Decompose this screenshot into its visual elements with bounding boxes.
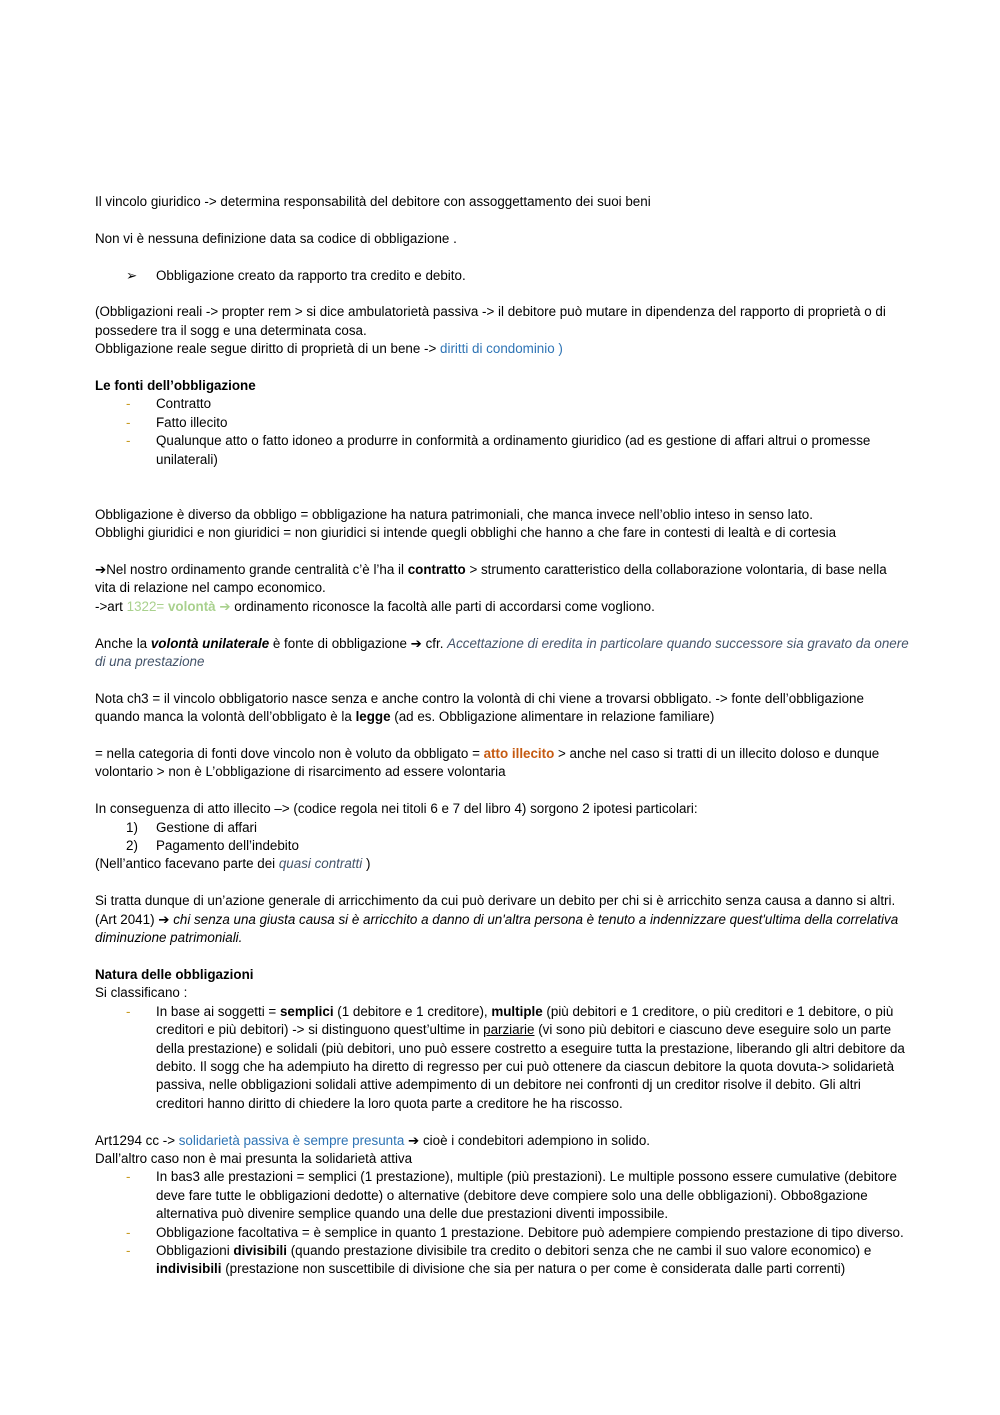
arrow-right-icon: ➔ bbox=[158, 911, 170, 927]
paragraph-definizione: Non vi è nessuna definizione data sa codice di obbligazione . bbox=[95, 230, 457, 246]
list-item-bullet bbox=[95, 267, 910, 285]
paragraph-contratto: ➔Nel nostro ordinamento grande centralità c’è l’ha il contratto > strumento caratteristico della collaborazione volontaria, di base nella vita di relazione nel campo economico. bbox=[95, 562, 887, 596]
list-item: - Fatto illecito bbox=[126, 414, 228, 430]
list-item: - In bas3 alle prestazioni = semplici (1 prestazione), multiple (più prestazioni). Le multiple possono essere cumulative (debitore deve fare tutte le obbligazioni dedotte) o alternative (debitore deve compiere solo una delle obbligazioni). Obbo8gazione alternativa può divenire semplice quando una delle due prestazioni diventi impossibile. bbox=[126, 1169, 897, 1222]
paragraph-arricchimento: Si tratta dunque di un’azione generale di arricchimento da cui può derivare un debito per chi si è arricchito senza causa a danno si altri. (Art 2041) ➔ chi senza una giusta causa si è arricchito a danno di un'altra persona è tenuto a indennizzare quest'ultima della correlativa diminuzione patrimoniali. bbox=[95, 893, 899, 946]
list-item: 1) Gestione di affari bbox=[126, 819, 257, 835]
arrow-right-icon: ➔ bbox=[95, 562, 107, 578]
paragraph-art-1322: ->art 1322= volontà ➔ ordinamento riconosce la facoltà alle parti di accordarsi come vogliono. bbox=[95, 598, 655, 614]
arrow-right-icon: ➔ bbox=[219, 598, 231, 614]
document-page bbox=[95, 193, 910, 1279]
paragraph-art-1294: Art1294 cc -> solidarietà passiva è sempre presunta ➔ cioè i condebitori adempiono in solido. bbox=[95, 1132, 650, 1148]
list-item: - Contratto bbox=[126, 396, 212, 412]
paragraph-conseguenza: In conseguenza di atto illecito –> (codice regola nei titoli 6 e 7 del libro 4) sorgono 2 ipotesi particolari: bbox=[95, 801, 698, 817]
list-item: - Obbligazione facoltativa = è semplice in quanto 1 prestazione. Debitore può adempiere compiendo prestazione di tipo diverso. bbox=[126, 1224, 904, 1240]
paragraph-obbligazione-reale: Obbligazione reale segue diritto di proprietà di un bene -> diritti di condominio ) bbox=[95, 341, 563, 357]
paragraph-volonta-unilaterale: Anche la volontà unilaterale è fonte di obbligazione ➔ cfr. Accettazione di eredita in particolare quando successore sia gravato da onere di una prestazione bbox=[95, 635, 909, 670]
arrowhead-bullet-icon: ➢ bbox=[126, 267, 138, 283]
paragraph-quasi-contratti: (Nell’antico facevano parte dei quasi contratti ) bbox=[95, 856, 371, 872]
arrow-right-icon: ➔ bbox=[408, 1132, 420, 1148]
list-item: - Qualunque atto o fatto idoneo a produrre in conformità a ordinamento giuridico (ad es gestione di affari altrui o promesse unilaterali) bbox=[126, 433, 871, 467]
paragraph-nota: Nota ch3 = il vincolo obbligatorio nasce senza e anche contro la volontà di chi viene a trovarsi obbligato. -> fonte dell’obbligazione quando manca la volontà dell’obbligato è la legge (ad es. Obbligazione alimentare in relazione familiare) bbox=[95, 690, 864, 725]
arrow-right-icon: ➔ bbox=[410, 635, 422, 651]
paragraph-obblighi: Obblighi giuridici e non giuridici = non giuridici si intende quegli obblighi che hanno a che fare in contesti di lealtà e di cortesia bbox=[95, 525, 837, 541]
list-item-text: Obbligazione creato da rapporto tra credito e debito. bbox=[156, 267, 466, 283]
paragraph-vincolo: Il vincolo giuridico -> determina responsabilità del debitore con assoggettamento dei suoi beni bbox=[95, 194, 651, 209]
list-item: 2) Pagamento dell’indebito bbox=[126, 838, 299, 854]
paragraph-obbligo: Obbligazione è diverso da obbligo = obbligazione ha natura patrimoniali, che manca invece nell’oblio inteso in senso lato. bbox=[95, 506, 813, 522]
heading-natura: Natura delle obbligazioni bbox=[95, 966, 254, 982]
list-item: - In base ai soggetti = semplici (1 debitore e 1 creditore), multiple (più debitori e 1 creditore, o più creditori e 1 debitore, o più creditori e più debitori) -> si distinguono quest’ultime in parziarie (vi sono più debitori e ciascuno deve eseguire solo un parte della prestazione) e solidali (più debitori, uno può essere costretto a eseguire tutta la prestazione, liberando gli altri debitore da debito. Il sogg che ha adempiuto ha diretto di regresso per cui può ottenere da ciascun debitore la quota dovuta-> solidarietà passiva, nelle obbligazioni solidali attive adempimento di un debitore nei confronti dj un creditor risolve il debito. Gli altri creditori hanno diritto di chiedere la loro quota parte a creditore he ha riscosso. bbox=[126, 1003, 905, 1111]
paragraph-classificano: Si classificano : bbox=[95, 985, 188, 1001]
paragraph-atto-illecito: = nella categoria di fonti dove vincolo non è voluto da obbligato = atto illecito > anche nel caso si tratti di un illecito doloso e dunque volontario > non è L’obbligazione di risarcimento ad essere volontaria bbox=[95, 746, 880, 780]
list-item: - Obbligazioni divisibili (quando prestazione divisibile tra credito o debitori senza che ne cambi il suo valore economico) e indivisibili (prestazione non suscettibile di divisione che sia per natura o per come è considerata dalle parti correnti) bbox=[126, 1242, 872, 1277]
heading-fonti: Le fonti dell’obbligazione bbox=[95, 378, 256, 393]
paragraph-solidarieta-attiva: Dall’altro caso non è mai presunta la solidarietà attiva bbox=[95, 1150, 413, 1166]
link-text: diritti di condominio ) bbox=[440, 341, 563, 357]
paragraph-obbligazioni-reali: (Obbligazioni reali -> propter rem > si dice ambulatorietà passiva -> il debitore può mutare in dipendenza del rapporto di proprietà o di possedere tra il sogg e una determinata cosa. bbox=[95, 304, 886, 338]
